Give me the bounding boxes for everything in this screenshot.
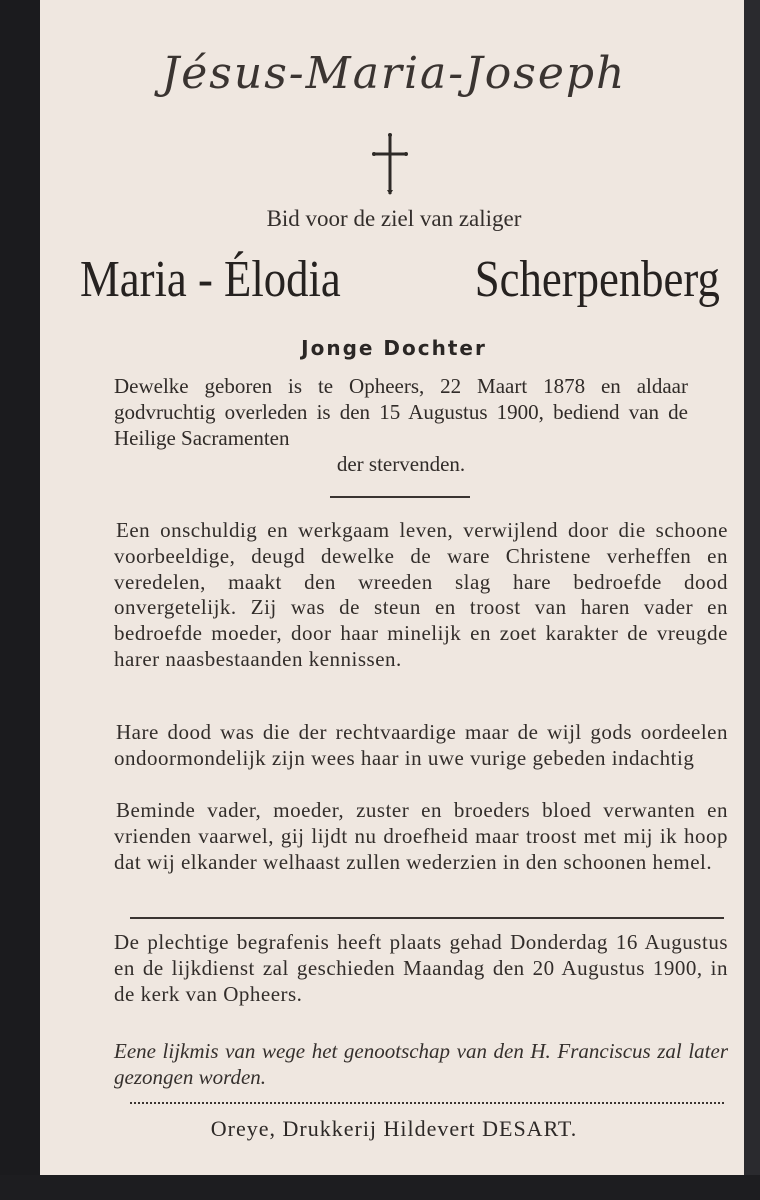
mass-notice: Eene lijkmis van wege het genootschap van den H. Franciscus zal later gezongen worden. [114, 1039, 728, 1089]
deceased-first-name: Maria - Élodia [80, 251, 341, 308]
birth-death-last-line: der stervenden. [336, 452, 466, 476]
divider-long [130, 917, 724, 919]
paragraph-farewell: Beminde vader, moeder, zuster en broeders bloed verwanten en vrienden vaarwel, gij lijdt nu droefheid maar troost met mij ik hoop dat wij elkander welhaast zullen wederzien in den schoonen hemel. [114, 798, 728, 874]
memorial-card [40, 0, 748, 1175]
subtitle: Jonge Dochter [301, 336, 487, 360]
birth-death-body: Dewelke geboren is te Opheers, 22 Maart 1878 en aldaar godvruchtig overleden is den 15 Augustus 1900, bediend van de Heilige Sacramenten [114, 374, 688, 450]
printer-credit: Oreye, Drukkerij Hildevert DESART. [210, 1116, 578, 1141]
birth-death-text [114, 373, 688, 477]
deceased-last-name: Scherpenberg [474, 251, 720, 308]
divider-short [330, 496, 470, 498]
cross-icon [370, 132, 410, 196]
divider-dotted [130, 1102, 724, 1104]
paragraph-tribute: Een onschuldig en werkgaam leven, verwijlend door die schoone voorbeeldige, deugd dewelke de ware Christene verheffen en veredelen, maakt den wreeden slag hare bedroefde dood onvergetelijk. Zij was de steun en troost van haren vader en bedroefde moeder, door haar minelijk en zoet karakter de vreugde harer naasbestaanden kennissen. [114, 518, 728, 671]
funeral-notice: De plechtige begrafenis heeft plaats gehad Donderdag 16 Augustus en de lijkdienst zal geschieden Maandag den 20 Augustus 1900, in de kerk van Opheers. [114, 930, 728, 1006]
paragraph-prayer: Hare dood was die der rechtvaardige maar de wijl gods oordeelen ondoormondelijk zijn wees haar in uwe vurige gebeden indachtig [114, 720, 728, 770]
bottom-edge [0, 1175, 760, 1200]
heading: Jésus-Maria-Joseph [161, 48, 627, 99]
card-edge [744, 0, 760, 1200]
deceased-name [80, 250, 720, 309]
prayer-line: Bid voor de ziel van zaliger [266, 206, 522, 231]
